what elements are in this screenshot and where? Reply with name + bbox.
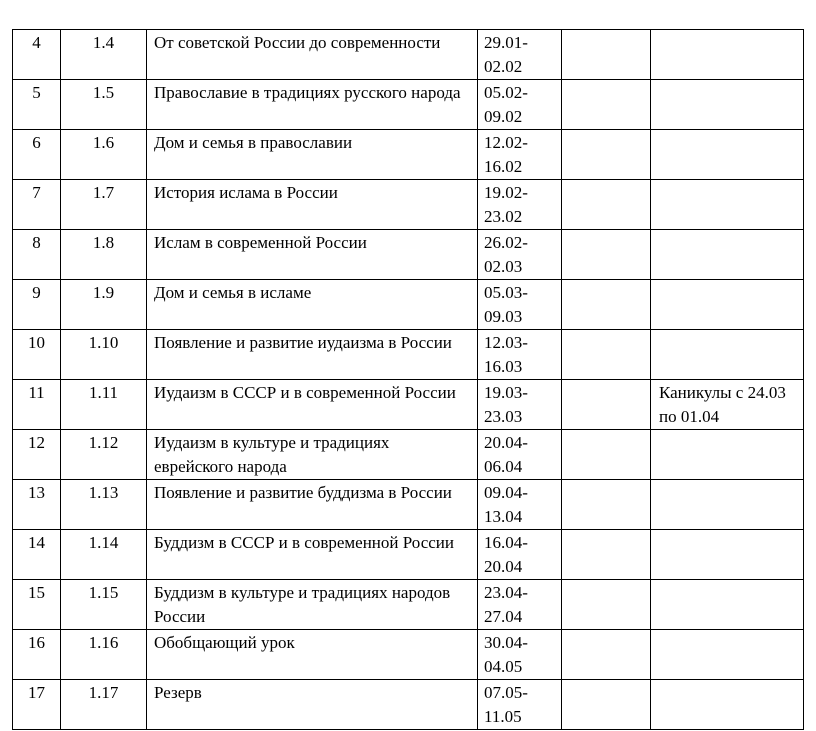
lesson-number-cell: 14 [13, 530, 61, 580]
lesson-number-cell: 6 [13, 130, 61, 180]
note-cell [651, 530, 804, 580]
actual-date-cell [562, 580, 651, 630]
note-cell [651, 80, 804, 130]
actual-date-cell [562, 530, 651, 580]
note-cell [651, 330, 804, 380]
table-row [13, 230, 804, 280]
lesson-number-cell: 4 [13, 30, 61, 80]
lesson-topic-cell: Иудаизм в культуре и традициях еврейского народа [147, 430, 478, 480]
lesson-date-cell: 05.03- 09.03 [478, 280, 562, 330]
actual-date-cell [562, 230, 651, 280]
lesson-date-cell: 05.02- 09.02 [478, 80, 562, 130]
lesson-topic-cell: Иудаизм в СССР и в современной России [147, 380, 478, 430]
actual-date-cell [562, 480, 651, 530]
note-cell [651, 580, 804, 630]
table-row [13, 330, 804, 380]
note-cell [651, 680, 804, 730]
lesson-number-cell: 8 [13, 230, 61, 280]
lesson-date-cell: 19.03- 23.03 [478, 380, 562, 430]
table-row [13, 180, 804, 230]
table-body [13, 30, 804, 730]
table-row [13, 130, 804, 180]
note-cell [651, 630, 804, 680]
note-cell [651, 280, 804, 330]
note-cell [651, 430, 804, 480]
lesson-code-cell: 1.15 [61, 580, 147, 630]
lesson-schedule-table [12, 29, 804, 730]
lesson-code-cell: 1.16 [61, 630, 147, 680]
actual-date-cell [562, 280, 651, 330]
lesson-topic-cell: Обобщающий урок [147, 630, 478, 680]
note-cell: Каникулы с 24.03 по 01.04 [651, 380, 804, 430]
actual-date-cell [562, 80, 651, 130]
lesson-topic-cell: Дом и семья в исламе [147, 280, 478, 330]
lesson-topic-cell: Дом и семья в православии [147, 130, 478, 180]
lesson-number-cell: 5 [13, 80, 61, 130]
actual-date-cell [562, 630, 651, 680]
note-cell [651, 230, 804, 280]
actual-date-cell [562, 380, 651, 430]
lesson-number-cell: 7 [13, 180, 61, 230]
lesson-number-cell: 9 [13, 280, 61, 330]
lesson-date-cell: 16.04- 20.04 [478, 530, 562, 580]
lesson-date-cell: 26.02- 02.03 [478, 230, 562, 280]
table-row [13, 80, 804, 130]
lesson-number-cell: 11 [13, 380, 61, 430]
table-row [13, 430, 804, 480]
lesson-code-cell: 1.17 [61, 680, 147, 730]
lesson-code-cell: 1.10 [61, 330, 147, 380]
lesson-date-cell: 20.04- 06.04 [478, 430, 562, 480]
actual-date-cell [562, 30, 651, 80]
lesson-number-cell: 17 [13, 680, 61, 730]
lesson-code-cell: 1.12 [61, 430, 147, 480]
table-row [13, 580, 804, 630]
lesson-code-cell: 1.4 [61, 30, 147, 80]
lesson-date-cell: 09.04- 13.04 [478, 480, 562, 530]
lesson-topic-cell: Резерв [147, 680, 478, 730]
table-row [13, 630, 804, 680]
lesson-date-cell: 07.05- 11.05 [478, 680, 562, 730]
lesson-code-cell: 1.6 [61, 130, 147, 180]
lesson-date-cell: 30.04- 04.05 [478, 630, 562, 680]
lesson-topic-cell: Появление и развитие иудаизма в России [147, 330, 478, 380]
lesson-topic-cell: Православие в традициях русского народа [147, 80, 478, 130]
note-cell [651, 480, 804, 530]
actual-date-cell [562, 680, 651, 730]
actual-date-cell [562, 180, 651, 230]
lesson-topic-cell: От советской России до современности [147, 30, 478, 80]
lesson-code-cell: 1.8 [61, 230, 147, 280]
lesson-date-cell: 29.01- 02.02 [478, 30, 562, 80]
lesson-topic-cell: Ислам в современной России [147, 230, 478, 280]
lesson-code-cell: 1.5 [61, 80, 147, 130]
table-row [13, 480, 804, 530]
lesson-code-cell: 1.11 [61, 380, 147, 430]
note-cell [651, 130, 804, 180]
lesson-number-cell: 13 [13, 480, 61, 530]
actual-date-cell [562, 330, 651, 380]
lesson-topic-cell: Буддизм в культуре и традициях народов России [147, 580, 478, 630]
lesson-date-cell: 19.02- 23.02 [478, 180, 562, 230]
lesson-number-cell: 10 [13, 330, 61, 380]
table-row [13, 680, 804, 730]
lesson-code-cell: 1.13 [61, 480, 147, 530]
lesson-date-cell: 12.02- 16.02 [478, 130, 562, 180]
lesson-topic-cell: История ислама в России [147, 180, 478, 230]
actual-date-cell [562, 430, 651, 480]
lesson-number-cell: 16 [13, 630, 61, 680]
table-row [13, 530, 804, 580]
lesson-code-cell: 1.14 [61, 530, 147, 580]
note-cell [651, 30, 804, 80]
lesson-number-cell: 12 [13, 430, 61, 480]
lesson-topic-cell: Появление и развитие буддизма в России [147, 480, 478, 530]
lesson-code-cell: 1.9 [61, 280, 147, 330]
lesson-code-cell: 1.7 [61, 180, 147, 230]
note-cell [651, 180, 804, 230]
table-row [13, 30, 804, 80]
actual-date-cell [562, 130, 651, 180]
table-row [13, 380, 804, 430]
lesson-date-cell: 12.03- 16.03 [478, 330, 562, 380]
lesson-date-cell: 23.04- 27.04 [478, 580, 562, 630]
lesson-topic-cell: Буддизм в СССР и в современной России [147, 530, 478, 580]
lesson-number-cell: 15 [13, 580, 61, 630]
table-row [13, 280, 804, 330]
